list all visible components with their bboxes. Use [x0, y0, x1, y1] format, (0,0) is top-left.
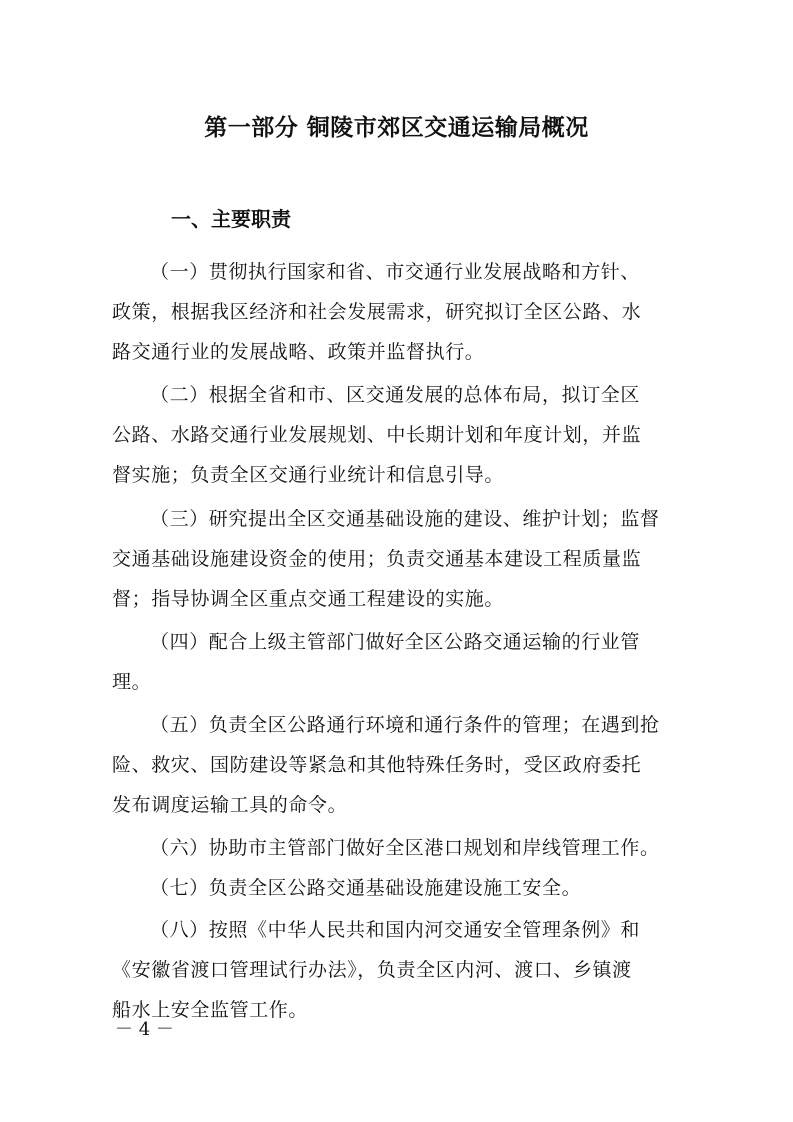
paragraph-line: 路交通行业的发展战略、政策并监督执行。	[112, 341, 485, 363]
paragraph-line: （四）配合上级主管部门做好全区公路交通运输的行业管	[150, 631, 641, 653]
page-title: 第一部分 铜陵市郊区交通运输局概况	[204, 115, 589, 141]
paragraph-line: 督；指导协调全区重点交通工程建设的实施。	[112, 588, 505, 610]
page-number: － 4 －	[115, 1019, 174, 1040]
paragraph-line: 交通基础设施建设资金的使用；负责交通基本建设工程质量监	[112, 548, 642, 570]
paragraph-line: （八）按照《中华人民共和国内河交通安全管理条例》和	[150, 919, 641, 941]
paragraph-line: 船水上安全监管工作。	[112, 999, 309, 1021]
paragraph-line: （七）负责全区公路交通基础设施建设施工安全。	[150, 877, 582, 899]
paragraph-line: 《安徽省渡口管理试行办法》，负责全区内河、渡口、乡镇渡	[112, 959, 632, 981]
paragraph-line: 公路、水路交通行业发展规划、中长期计划和年度计划，并监	[112, 424, 642, 446]
paragraph-line: （六）协助市主管部门做好全区港口规划和岸线管理工作。	[150, 837, 660, 859]
paragraph-line: 险、救灾、国防建设等紧急和其他特殊任务时，受区政府委托	[112, 754, 642, 776]
paragraph-line: （五）负责全区公路通行环境和通行条件的管理；在遇到抢	[150, 714, 660, 736]
paragraph-line: （一）贯彻执行国家和省、市交通行业发展战略和方针、	[150, 261, 641, 283]
paragraph-line: （二）根据全省和市、区交通发展的总体布局，拟订全区	[150, 384, 641, 406]
paragraph-line: （三）研究提出全区交通基础设施的建设、维护计划；监督	[150, 508, 660, 530]
paragraph-line: 发布调度运输工具的命令。	[112, 794, 348, 816]
paragraph-line: 督实施；负责全区交通行业统计和信息引导。	[112, 464, 505, 486]
section-heading: 一、主要职责	[171, 207, 291, 231]
paragraph-line: 理。	[112, 671, 152, 693]
paragraph-line: 政策，根据我区经济和社会发展需求，研究拟订全区公路、水	[112, 301, 642, 323]
